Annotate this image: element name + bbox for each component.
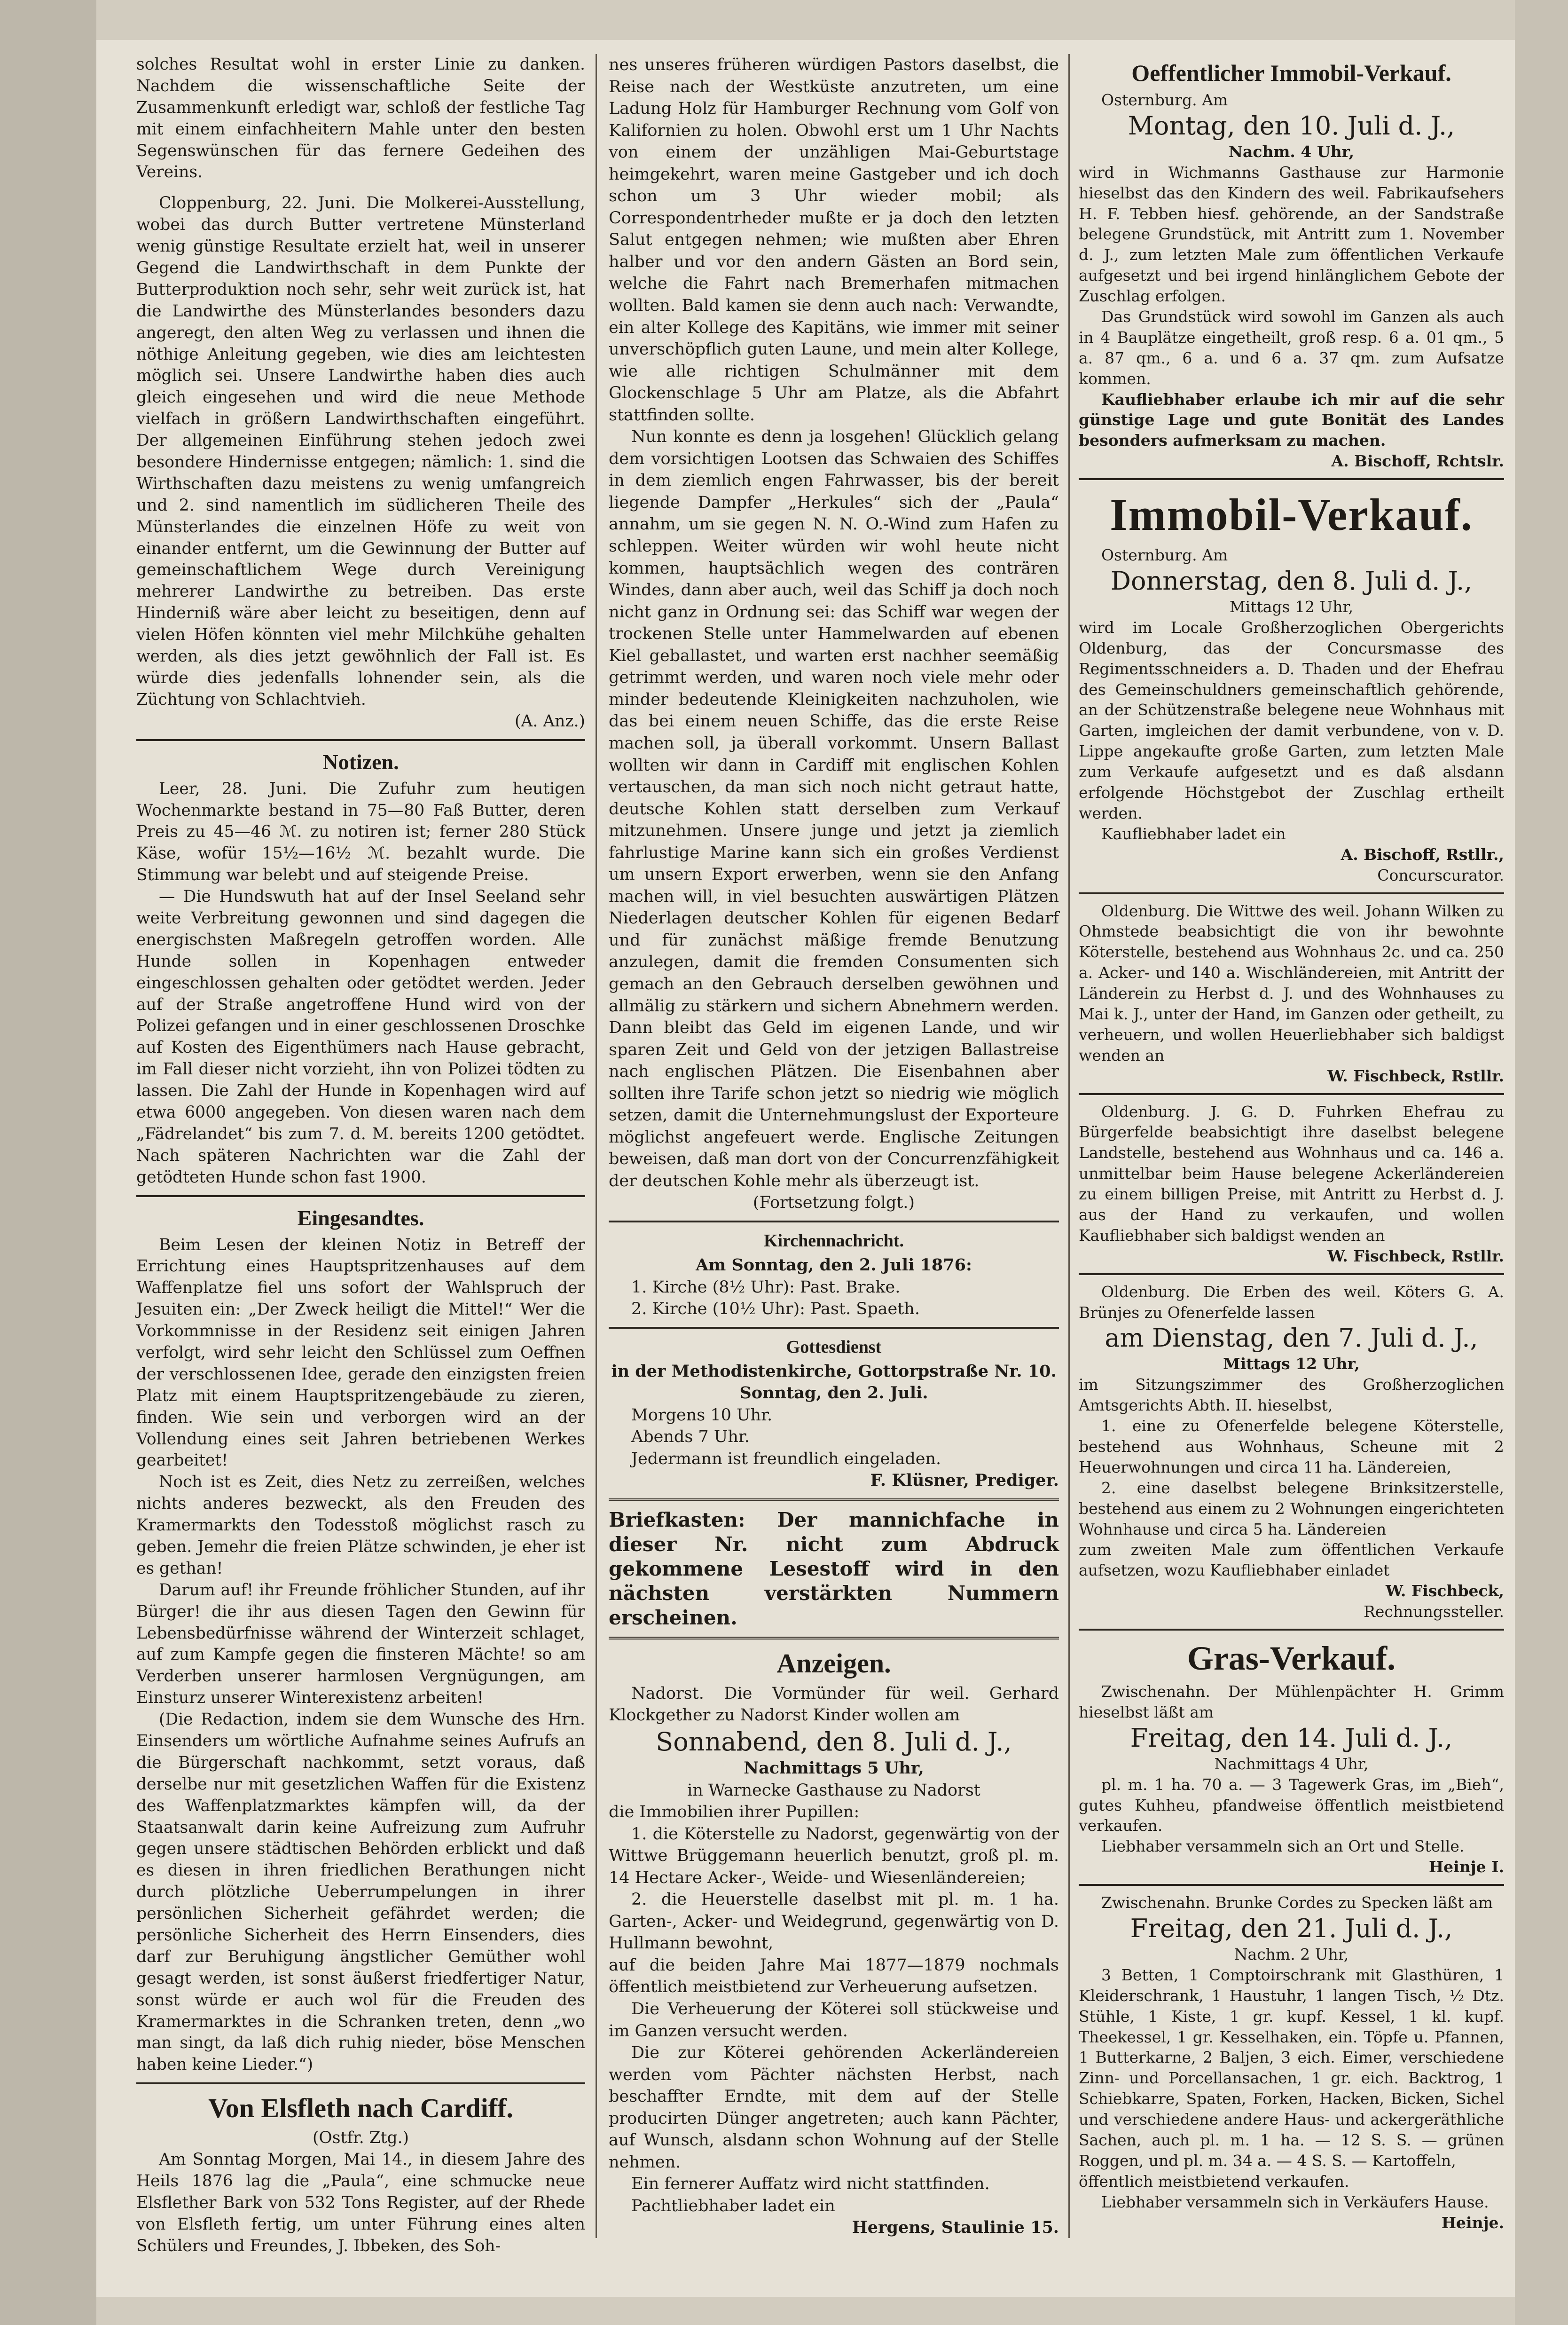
ad-date: Freitag, den 21. Juli d. J., bbox=[1130, 1914, 1453, 1944]
ad-date: am Dienstag, den 7. Juli d. J., bbox=[1105, 1323, 1478, 1353]
signature-title: Rechnungssteller. bbox=[1364, 1602, 1504, 1621]
article-leer: Leer, 28. Juni. Die Zufuhr zum heutigen Wochenmarkte bestand in 75—80 Faß Butter, deren Preis zu 45—46 ℳ. zu notiren ist; ferner 280 Stück Käse, wofür 15½—16½ ℳ. bezahlt wurde. Die Stimmung war belebt und auf steigende Preise. bbox=[136, 779, 585, 885]
signature: A. Bischoff, Rstllr., bbox=[1341, 845, 1504, 864]
service-notice-place: in der Methodistenkirche, Gottorpstraße Nr. 10. bbox=[611, 1361, 1057, 1381]
source-note: (Ostfr. Ztg.) bbox=[312, 2128, 409, 2148]
service-notice-line: Morgens 10 Uhr. bbox=[631, 1405, 773, 1425]
article-text: Nun konnte es denn ja losgehen! Glücklich gelang dem vorsichtigen Lootsen das Schwaien des Schiffes in dem ziemlich engen Fahrwasser, bis der bereit liegende Dampfer „Herkules“ sich der „Paula“ annahm, um sie gegen N. N. O.-Wind zum Hafen zu schleppen. Weiter würden wir wohl heute nicht kommen, hauptsächlich wegen des conträren Windes, dann aber auch, weil das Schiff ja doch noch nicht ganz in Ordnung sei: das Schiff war wegen der trockenen Stelle unter Hammelwarden auf ebenen Kiel geballastet, und warten erst nachher seemäßig getrimmt werden, und waren noch viele mehr oder minder bedeutende Kleinigkeiten nachzuholen, wie das bei einem neuen Schiffe, das die erste Reise machen soll, ja überall vorkommt. Unsern Ballast wollten wir dann in Cardiff mit englischen Kohlen vertauschen, da man sich noch nicht getraut hatte, deutsche Kohlen statt derselben zum Verkauf mitzunehmen. Unsere junge und jetzt ja ziemlich fahrlustige Marine kann sich ein großes Verdienst um unsern Export erwerben, wenn sie den Anfang machen will, in viel besuchten auswärtigen Plätzen Niederlagen deutscher Kohlen für eigenen Bedarf und für zunächst mäßige fremde Benutzung anzulegen, damit die fremden Consumenten sich gemach an den Gebrauch derselben gewöhnen und allmälig zu stärkern und sichern Abnehmern werden. Dann bleibt das Geld im eigenen Lande, und wir sparen Zeit und Geld von der jetzigen Ballastreise nach englischen Plätzen. Die Eisenbahnen aber sollten ihre Tarife schon jetzt so niedrig wie möglich setzen, damit die Unternehmungslust der Exporteure möglichst angefeuert werde. Englische Zeitungen beweisen, daß man dort von der Concurrenzfähigkeit der deutschen Kohle mehr als überzeugt ist. bbox=[609, 427, 1059, 1190]
article-text: nes unseres früheren würdigen Pastors daselbst, die Reise nach der Westküste anzutreten, um eine Ladung Holz für Hamburger Rechnung vom Golf von Kalifornien zu holen. Obwohl erst um 1 Uhr Nachts von einem der unzähligen Mai-Geburtstage heimgekehrt, waren meine Gastgeber und ich doch schon um 3 Uhr wieder mobil; als Correspondentrheder mußte er ja doch den letzten Salut entgegen nehmen; wie mußten aber Ehren halber und vor den andern Gästen an Bord sein, welche die Fahrt nach Bremerhafen mitmachen wollten. Bald kamen sie denn auch nach: Verwandte, ein alter Kollege des Kapitäns, wie immer mit seiner unverschöpflich guten Laune, und mein alter Kollege, wie alle richtigen Schulmänner mit dem Glockenschlage 5 Uhr am Platze, als die Abfahrt stattfinden sollte. bbox=[609, 55, 1059, 425]
column-rule bbox=[1068, 54, 1070, 2238]
ad-list-item: 2. eine daselbst belegene Brinksitzerstelle, bestehend aus einem zu 2 Wohnungen eingerichteten Wohnhause und circa 5 ha. Ländereien bbox=[1079, 1478, 1504, 1538]
ad-time: Nachm. 2 Uhr, bbox=[1234, 1945, 1349, 1964]
book-binding bbox=[0, 0, 96, 2325]
ad-text: auf die beiden Jahre Mai 1877—1879 nochmals öffentlich meistbietend zur Verheuerung aufsetzen. bbox=[609, 1955, 1059, 1997]
church-notice-date: Am Sonntag, den 2. Juli 1876: bbox=[696, 1255, 972, 1275]
letter-paragraph: Beim Lesen der kleinen Notiz in Betreff der Errichtung eines Hauptspritzenhauses auf dem Waffenplatze fiel uns sofort der Wahlspruch der Jesuiten ein: „Der Zweck heiligt die Mittel!“ Wer die Vorkommnisse in der Residenz seit einigen Jahren verfolgt, wird sehr leicht den Schlüssel zum Oeffnen der verschlossenen Idee, gerade den einzigsten freien Platz mit einem Hauptspritzengebäude zu zieren, finden. Wie sein und verborgen wird an der Vollendung eines seit Jahren betriebenen Werkes gearbeitet! bbox=[136, 1235, 585, 1470]
column-1 bbox=[136, 54, 585, 2257]
ad-text: Osternburg. Am bbox=[1101, 546, 1228, 565]
ad-list-item: 2. die Heuerstelle daselbst mit pl. m. 1 ha. Garten-, Acker- und Weidegrund, gegenwärtig von D. Hullmann bewohnt, bbox=[609, 1890, 1059, 1953]
ad-text: 3 Betten, 1 Comptoirschrank mit Glasthüren, 1 Kleiderschrank, 1 Haustuhr, 1 langen Tisch, ½ Dtz. Stühle, 1 Kiste, 1 gr. kupf. Kessel, 1 kl. kupf. Theekessel, 1 gr. Kesselhaken, ein. Töpfe u. Pfannen, 1 Butterkarne, 2 Baljen, 3 eich. Eimer, verschiedene Zinn- und Porcellansachen, 1 gr. eich. Backtrog, 1 Schiebkarre, Spaten, Forken, Hacken, Bicken, Sichel und verschiedene andere Haus- und ackergeräthliche Sachen, auch pl. m. 1 ha. — 12 S. S. — grünen Roggen, und pl. m. 34 a. — 4 S. S. — Kartoffeln, bbox=[1079, 1965, 1504, 2170]
ad-oldenburg-bruenjes: Oldenburg. Die Erben des weil. Köters G. A. Brünjes zu Ofenerfelde lassen bbox=[1079, 1282, 1504, 1322]
church-notice-line: 2. Kirche (10½ Uhr): Past. Spaeth. bbox=[631, 1300, 920, 1319]
article-cloppenburg: Cloppenburg, 22. Juni. Die Molkerei-Ausstellung, wobei das durch Butter vertretene Münsterland wenig günstige Resultate erzielt hat, weil in unserer Gegend die Landwirthschaft in dem Punkte der Butterproduktion noch sehr, sehr weit zurück ist, hat die Landwirthe des Münsterlandes besonders dazu angeregt, den alten Weg zu verlassen und ihnen die nöthige Anleitung gegeben, wie dies am leichtesten möglich sei. Unsere Landwirthe haben dies auch gleich eingesehen und wird die neue Methode vielfach in größern Landwirthschaften eingeführt. Der allgemeinen Einführung stehen jedoch zwei besondere Hindernisse entgegen; nämlich: 1. sind die Wirthschaften dazu meistens zu wenig umfangreich und 2. sind namentlich im südlicheren Theile des Münsterlandes die einzelnen Höfe zu weit von einander entfernt, um die Gewinnung der Butter auf gemeinschaftlichem Wege durch Vereinigung mehrerer Landwirthe zu betreiben. Das erste Hinderniß wäre aber leicht zu beseitigen, denn auf vielen Höfen könnten viel mehr Milchkühe gehalten werden, als dies jetzt gewöhnlich der Fall ist. Es würde dies jedenfalls lohnender sein, als die Züchtung von Schlachtvieh. bbox=[136, 194, 585, 709]
service-notice-line: Jedermann ist freundlich eingeladen. bbox=[631, 1449, 941, 1468]
ad-time: Mittags 12 Uhr, bbox=[1223, 1355, 1360, 1373]
article-hundswuth: — Die Hundswuth hat auf der Insel Seeland sehr weite Verbreitung gewonnen und sind dagegen die energischsten Maßregeln getroffen worden. Alle Hunde sollen in Kopenhagen entweder eingeschlossen gehalten oder getödtet werden. Jeder auf der Straße angetroffene Hund wird von der Polizei gefangen und in einer geschlossenen Droschke auf Kosten des Eigenthümers nach Hause gebracht, im Fall dieser nicht vorzieht, ihn von Polizei tödten zu lassen. Die Zahl der Hunde in Kopenhagen wird auf etwa 6000 angegeben. Von diesen waren nach dem „Fädrelandet“ bis zum 7. d. M. bereits 1200 getödtet. Nach späteren Nachrichten war die Zahl der getödteten Hunde schon fast 1900. bbox=[136, 887, 585, 1187]
signature: W. Fischbeck, bbox=[1385, 1582, 1504, 1600]
ad-list-item: 1. die Köterstelle zu Nadorst, gegenwärtig von der Wittwe Brüggemann heuerlich benutzt, groß pl. m. 14 Hectare Acker-, Weide- und Wiesenländereien; bbox=[609, 1824, 1059, 1887]
section-title-notizen: Notizen. bbox=[322, 749, 399, 774]
ad-text: Kaufliebhaber erlaube ich mir auf die sehr günstige Lage und gute Bonität des Landes besonders aufmerksam zu machen. bbox=[1079, 390, 1504, 450]
divider bbox=[609, 1221, 1059, 1222]
article-text: solches Resultat wohl in erster Linie zu danken. Nachdem die wissenschaftliche Seite der Zusammenkunft erledigt war, schloß der festliche Tag mit einem einfachheitern Mahle unter den besten Segenswünschen für das fernere Gedeihen des Vereins. bbox=[136, 55, 585, 182]
divider bbox=[1079, 1273, 1504, 1275]
ad-text: Kaufliebhaber ladet ein bbox=[1101, 824, 1286, 843]
signature: Heinje I. bbox=[1428, 1858, 1504, 1876]
source-note: (A. Anz.) bbox=[514, 711, 585, 731]
page-edge bbox=[1515, 0, 1568, 2325]
divider bbox=[609, 1327, 1059, 1329]
ad-text: Liebhaber versammeln sich an Ort und Stelle. bbox=[1101, 1837, 1465, 1856]
ad-text: Liebhaber versammeln sich in Verkäufers Hause. bbox=[1101, 2192, 1489, 2211]
ad-text: Pachtliebhaber ladet ein bbox=[631, 2196, 835, 2215]
service-notice-date: Sonntag, den 2. Juli. bbox=[739, 1383, 928, 1403]
column-2 bbox=[609, 54, 1059, 2239]
newspaper-page bbox=[96, 40, 1515, 2297]
divider bbox=[1079, 478, 1504, 480]
ad-text: Die Verheuerung der Köterei soll stückweise und im Ganzen versucht werden. bbox=[609, 2000, 1059, 2041]
ad-text: Nadorst. Die Vormünder für weil. Gerhard Klockgether zu Nadorst Kinder wollen am bbox=[609, 1684, 1059, 1725]
article-elsfleth: Am Sonntag Morgen, Mai 14., in diesem Jahre des Heils 1876 lag die „Paula“, eine schmucke neue Elsflether Bark von 532 Tons Register, auf der Rhede von Elsfleth fertig, um unter Führung eines alten Schülers und Freundes, J. Ibbeken, des Soh- bbox=[136, 2150, 585, 2255]
column-3 bbox=[1079, 54, 1504, 2233]
divider bbox=[136, 739, 585, 741]
divider bbox=[1079, 1629, 1504, 1631]
section-title-anzeigen: Anzeigen. bbox=[776, 1647, 891, 1679]
signature: Hergens, Staulinie 15. bbox=[852, 2218, 1059, 2238]
ad-date: Freitag, den 14. Juli d. J., bbox=[1130, 1723, 1453, 1753]
ad-date: Donnerstag, den 8. Juli d. J., bbox=[1110, 566, 1473, 596]
divider bbox=[136, 1195, 585, 1197]
divider bbox=[609, 1637, 1059, 1639]
divider bbox=[1079, 1884, 1504, 1886]
ad-text: zum zweiten Male zum öffentlichen Verkaufe aufsetzen, wozu Kaufliebhaber einladet bbox=[1079, 1540, 1504, 1580]
service-notice-title: Gottesdienst bbox=[786, 1337, 882, 1357]
ad-time: Mittags 12 Uhr, bbox=[1229, 598, 1354, 616]
divider bbox=[136, 2082, 585, 2084]
church-notice-title: Kirchennachricht. bbox=[763, 1230, 904, 1251]
column-rule bbox=[596, 54, 597, 2238]
ad-time: Nachmittags 4 Uhr, bbox=[1214, 1754, 1369, 1773]
signature: W. Fischbeck, Rstllr. bbox=[1327, 1246, 1504, 1265]
ad-text: Osternburg. Am bbox=[1101, 91, 1228, 109]
ad-time: Nachmittags 5 Uhr, bbox=[744, 1758, 924, 1778]
ad-title-oeffentlicher-verkauf: Oeffentlicher Immobil-Verkauf. bbox=[1131, 60, 1451, 86]
ad-zwischenahn-cordes: Zwischenahn. Brunke Cordes zu Specken läßt am bbox=[1101, 1893, 1493, 1912]
signature: F. Klüsner, Prediger. bbox=[870, 1471, 1059, 1490]
section-title-elsfleth: Von Elsfleth nach Cardiff. bbox=[208, 2093, 513, 2124]
ad-text: wird im Locale Großherzoglichen Obergerichts Oldenburg, das der Concursmasse des Regimentsschneiders a. D. Thaden und der Ehefrau des Gemeinschuldners gemeinschaftlich gehörende, an der Schützenstraße belegene neue Wohnhaus mit Garten, imgleichen der damit verbundene, von v. D. Lippe angekaufte große Garten, zum letzten Male zum Verkaufe aufgesetzt und es daß alsdann erfolgende Höchstgebot der Zuschlag ertheilt werden. bbox=[1079, 618, 1504, 822]
ad-title-immobil-verkauf: Immobil-Verkauf. bbox=[1110, 489, 1473, 540]
signature: Heinje. bbox=[1441, 2213, 1504, 2232]
signature: W. Fischbeck, Rstllr. bbox=[1327, 1066, 1504, 1085]
continuation-note: (Fortsetzung folgt.) bbox=[753, 1193, 915, 1213]
service-notice-line: Abends 7 Uhr. bbox=[631, 1427, 750, 1447]
divider bbox=[609, 1498, 1059, 1501]
section-title-eingesandtes: Eingesandtes. bbox=[297, 1206, 424, 1230]
ad-text: wird in Wichmanns Gasthause zur Harmonie hieselbst das den Kindern des weil. Fabrikaufsehers H. F. Tebben hiesf. gehörende, an der Sandstraße belegene Grundstück, mit Antritt zum 1. November d. J., zum letzten Male zum öffentlichen Verkaufe aufgesetzt und bei irgend hinlänglichem Gebote der Zuschlag erfolgen. bbox=[1079, 163, 1504, 306]
ad-oldenburg-fuhrken: Oldenburg. J. G. D. Fuhrken Ehefrau zu Bürgerfelde beabsichtigt ihre daselbst belegene Landstelle, bestehend aus Wohnhaus und ca. 146 a. unmittelbar beim Hause belegene Ackerländereien zu einem billigen Preise, mit Antritt zu Herbst d. J. aus der Hand zu verkaufen, und wollen Kaufliebhaber sich baldigst wenden an bbox=[1079, 1102, 1504, 1245]
divider bbox=[1079, 892, 1504, 894]
ad-date: Montag, den 10. Juli d. J., bbox=[1128, 110, 1455, 141]
ad-time: Nachm. 4 Uhr, bbox=[1228, 142, 1355, 161]
church-notice-line: 1. Kirche (8½ Uhr): Past. Brake. bbox=[631, 1277, 901, 1297]
ad-place: in Warnecke Gasthause zu Nadorst bbox=[687, 1781, 980, 1800]
ad-text: die Immobilien ihrer Pupillen: bbox=[609, 1803, 860, 1822]
signature: A. Bischoff, Rchtslr. bbox=[1331, 452, 1504, 471]
ad-oldenburg-wilken: Oldenburg. Die Wittwe des weil. Johann Wilken zu Ohmstede beabsichtigt die von ihr bewohnte Köterstelle, bestehend aus Wohnhaus 2c. und ca. 250 a. Acker- und 140 a. Wischländereien, mit Antritt der Länderein zu Herbst d. J. und des Wohnhauses zu Mai k. J., unter der Hand, im Ganzen oder getheilt, zu verheuern, und wollen Heuerliebhaber sich baldigst wenden an bbox=[1079, 901, 1504, 1064]
ad-text: Zwischenahn. Der Mühlenpächter H. Grimm hieselbst läßt am bbox=[1079, 1682, 1504, 1721]
ad-text: im Sitzungszimmer des Großherzoglichen Amtsgerichts Abth. II. hieselbst, bbox=[1079, 1375, 1504, 1415]
ad-text: öffentlich meistbietend verkaufen. bbox=[1079, 2172, 1349, 2191]
ad-text: Das Grundstück wird sowohl im Ganzen als auch in 4 Bauplätze eingetheilt, groß resp. 6 a. 01 qm., 5 a. 87 qm., 6 a. und 6 a. 37 qm. zum Aufsatze kommen. bbox=[1079, 307, 1504, 388]
ad-list-item: 1. eine zu Ofenerfelde belegene Köterstelle, bestehend aus Wohnhaus, Scheune mit 2 Heuerwohnungen und circa 11 ha. Ländereien, bbox=[1079, 1417, 1504, 1476]
mailbox-notice: Briefkasten: Der mannichfache in dieser Nr. nicht zum Abdruck gekommene Lesestoff wird in den nächsten verstärkten Nummern erscheinen. bbox=[609, 1508, 1059, 1629]
ad-date: Sonnabend, den 8. Juli d. J., bbox=[656, 1727, 1012, 1757]
ad-title-gras-verkauf: Gras-Verkauf. bbox=[1187, 1639, 1396, 1677]
editorial-note: (Die Redaction, indem sie dem Wunsche des Hrn. Einsenders um wörtliche Aufnahme seines Aufrufs an die Bürgerschaft nachkommt, setzt voraus, daß derselbe nur mit gesetzlichen Waffen für die Existenz des Waffenplatzmarktes kämpfen will, da der Staatsanwalt darin keine Aufreizung zum Aufruhr gegen unsere städtischen Behörden erblickt und daß es diesen in ihren friedlichen Berathungen nicht durch plötzliche Ueberrumpelungen in ihrer persönlichen Sicherheit gefährdet werden; die persönliche Sicherheit des Herrn Einsenders, dies darf zur Beruhigung ängstlicher Gemüther wohl gesagt werden, ist sonst äußerst friedfertiger Natur, sonst würde er auch wol für die Freuden des Kramermarktes in die Schranken treten, denn „wo man singt, da laß dich ruhig nieder, böse Menschen haben keine Lieder.“) bbox=[136, 1710, 585, 2074]
letter-paragraph: Noch ist es Zeit, dies Netz zu zerreißen, welches nichts anderes bezweckt, als den Freuden des Kramermarkts den Todesstoß möglichst rasch zu geben. Jemehr die freien Plätze schwinden, je eher ist es gethan! bbox=[136, 1473, 585, 1578]
signature-title: Concurscurator. bbox=[1377, 866, 1504, 884]
divider bbox=[1079, 1093, 1504, 1095]
letter-paragraph: Darum auf! ihr Freunde fröhlicher Stunden, auf ihr Bürger! die ihr aus diesen Tagen den Gewinn für Lebensbedürfnisse während der Winterzeit schlaget, auf zum Kampfe gegen die finsteren Mächte! so am Verderben unserer harmlosen Vergnügungen, am Einsturz unserer Winterexistenz arbeiten! bbox=[136, 1580, 585, 1708]
ad-text: Ein fernerer Auffatz wird nicht stattfinden. bbox=[631, 2175, 990, 2194]
ad-text: pl. m. 1 ha. 70 a. — 3 Tagewerk Gras, im „Bieh“, gutes Kuhheu, pfandweise öffentlich meistbietend verkaufen. bbox=[1079, 1775, 1504, 1835]
ad-text: Die zur Köterei gehörenden Ackerländereien werden vom Pächter nächsten Herbst, nach beschaffter Erndte, mit dem auf der Stelle producirten Dünger angetreten; auch kann Pächter, auf Wunsch, alsdann schon Wohnung auf der Stelle nehmen. bbox=[609, 2043, 1059, 2172]
